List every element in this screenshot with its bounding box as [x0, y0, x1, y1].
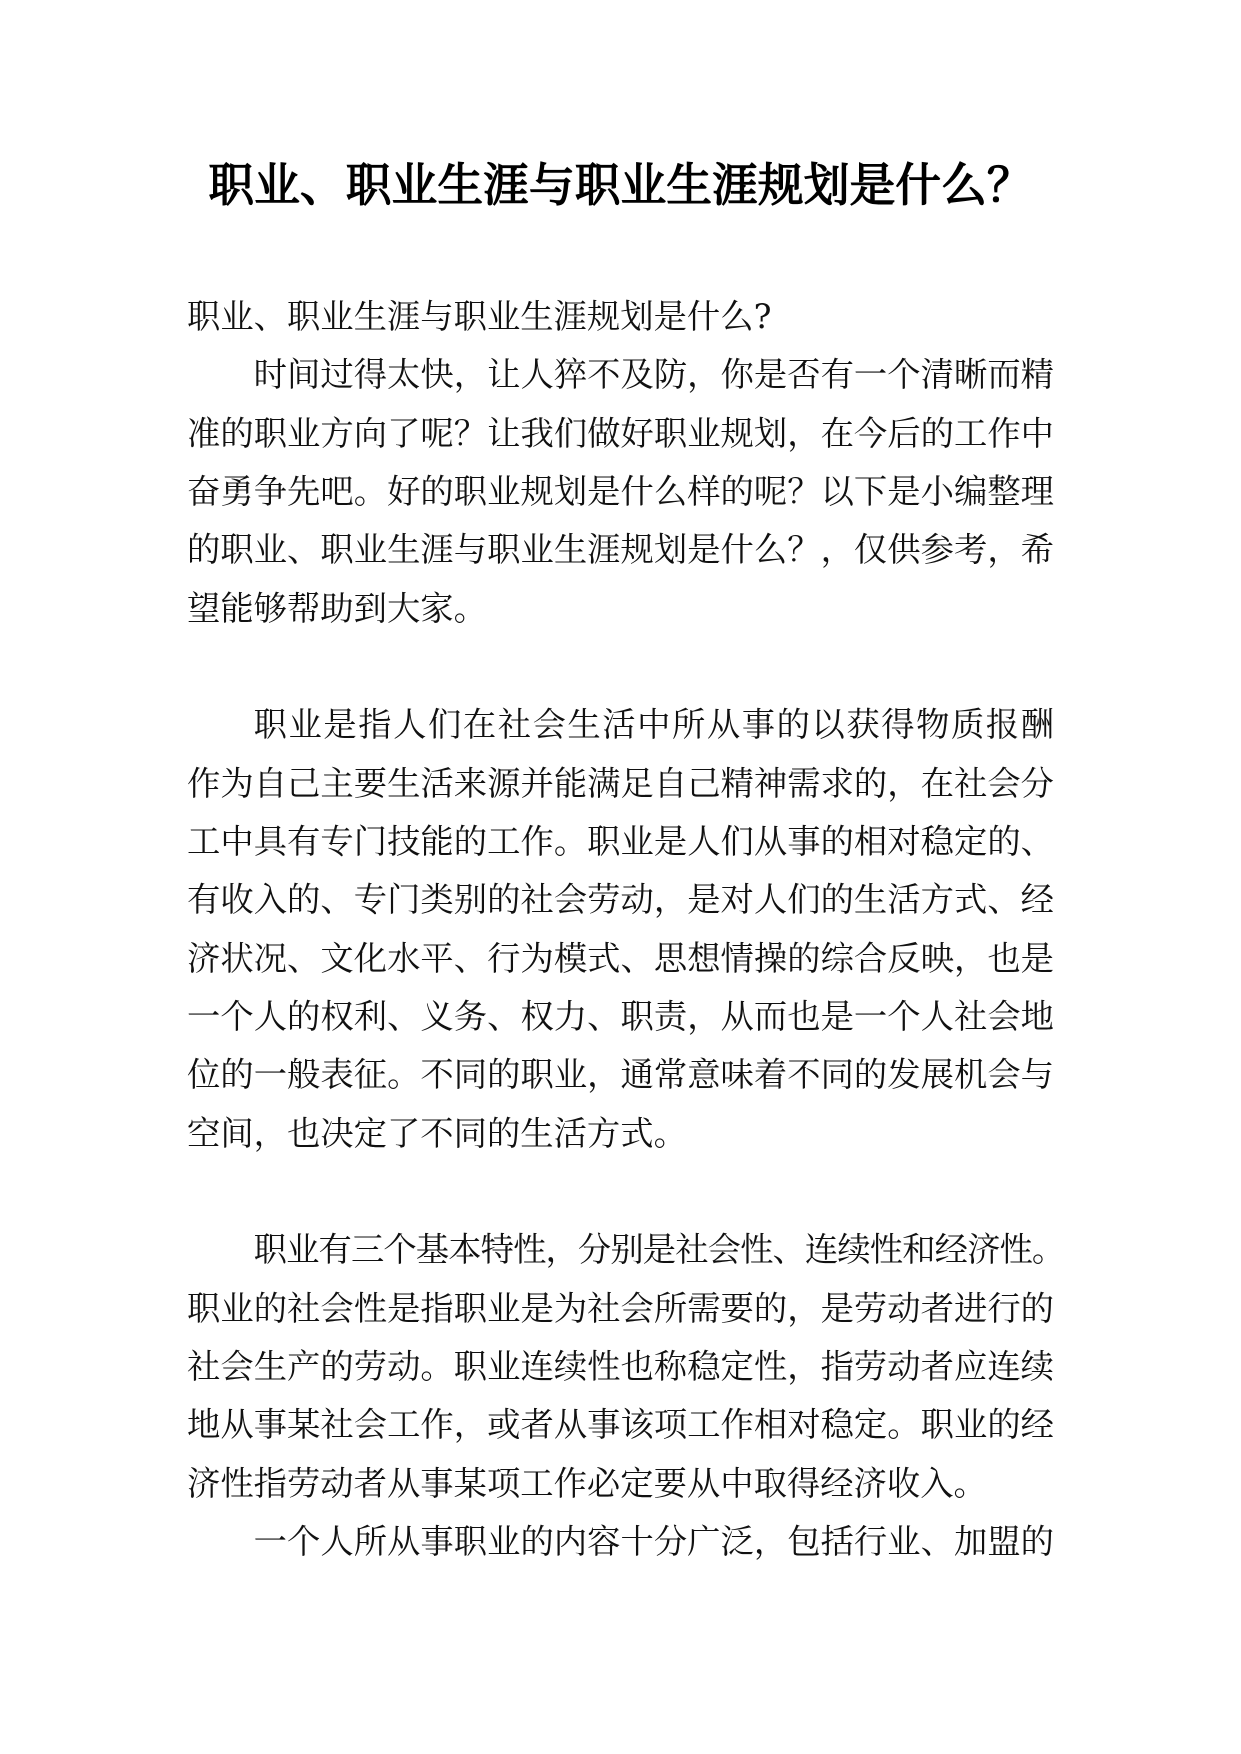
text-line: 一个人的权利、义务、权力、职责，从而也是一个人社会地: [187, 996, 1054, 1036]
text-line: 时间过得太快，让人猝不及防，你是否有一个清晰而精: [253, 355, 1054, 395]
text-line: 地从事某社会工作，或者从事该项工作相对稳定。职业的经: [187, 1405, 1054, 1445]
paragraph-definition: [187, 696, 1054, 1163]
document-title: 职业、职业生涯与职业生涯规划是什么？: [208, 158, 1033, 212]
blank-line: [187, 1163, 1054, 1221]
paragraph-content-scope: [187, 1513, 1054, 1571]
text-line: 位的一般表征。不同的职业，通常意味着不同的发展机会与: [187, 1055, 1054, 1095]
text-line: 准的职业方向了呢？让我们做好职业规划，在今后的工作中: [187, 413, 1054, 453]
paragraph-intro: [187, 346, 1054, 638]
text-line: 工中具有专门技能的工作。职业是人们从事的相对稳定的、: [187, 821, 1054, 861]
text-line: 职业、职业生涯与职业生涯规划是什么?: [187, 297, 772, 336]
paragraph-subtitle: [187, 288, 1054, 346]
text-line: 奋勇争先吧。好的职业规划是什么样的呢？以下是小编整理: [187, 471, 1054, 511]
text-line: 社会生产的劳动。职业连续性也称稳定性，指劳动者应连续: [187, 1346, 1054, 1386]
text-line: 望能够帮助到大家。: [187, 588, 487, 628]
blank-line: [187, 638, 1054, 696]
text-line: 一个人所从事职业的内容十分广泛，包括行业、加盟的: [253, 1521, 1054, 1561]
text-line: 职业有三个基本特性，分别是社会性、连续性和经济性。: [253, 1230, 1065, 1270]
text-line: 作为自己主要生活来源并能满足自己精神需求的，在社会分: [187, 763, 1054, 803]
text-line: 济性指劳动者从事某项工作必定要从中取得经济收入。: [187, 1463, 987, 1503]
paragraph-characteristics: [187, 1221, 1065, 1513]
text-line: 有收入的、专门类别的社会劳动，是对人们的生活方式、经: [187, 880, 1054, 920]
text-line: 济状况、文化水平、行为模式、思想情操的综合反映，也是: [187, 938, 1054, 978]
text-line: 职业的社会性是指职业是为社会所需要的，是劳动者进行的: [187, 1288, 1054, 1328]
text-line: 空间，也决定了不同的生活方式。: [187, 1113, 687, 1153]
text-line: 职业是指人们在社会生活中所从事的以获得物质报酬: [253, 705, 1054, 745]
text-line: 的职业、职业生涯与职业生涯规划是什么？，仅供参考，希: [187, 530, 1054, 570]
document-body: [187, 288, 1065, 1571]
